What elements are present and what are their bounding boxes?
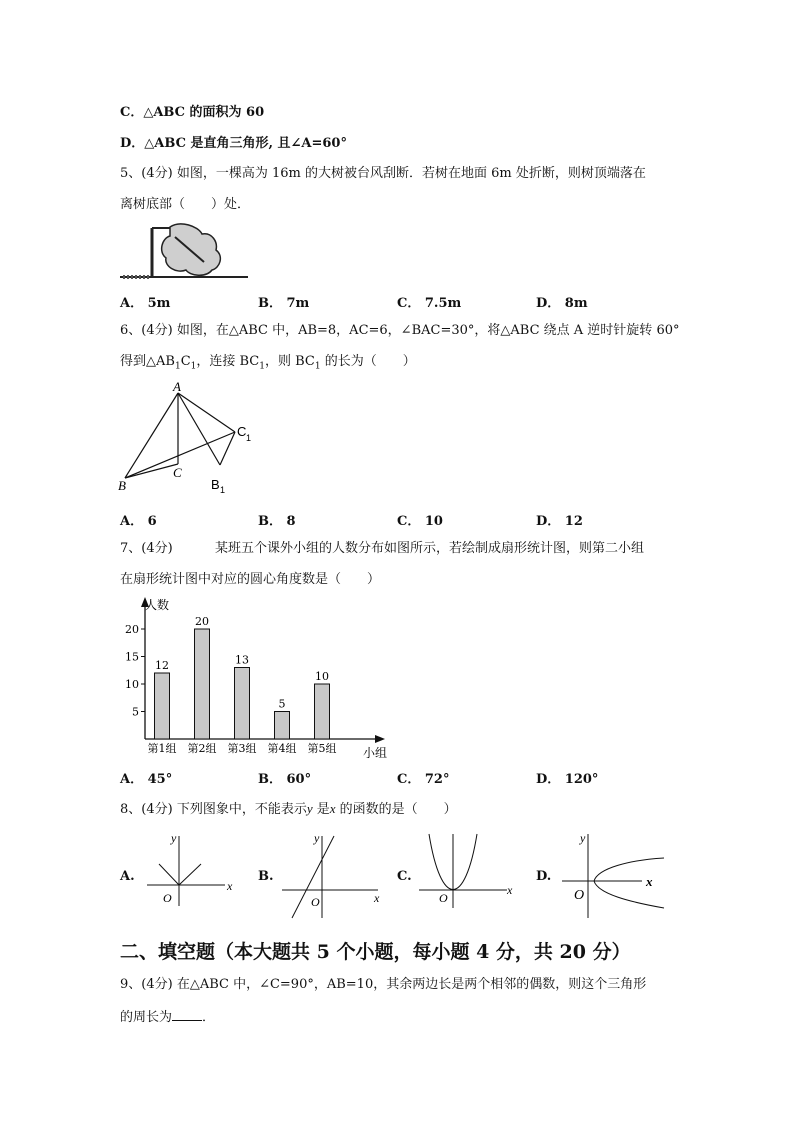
q8-option-a[interactable]: A. [120,869,135,884]
q9-text-line2 [120,1008,215,1026]
chart-axes [141,597,385,743]
q6-label-b1: B [211,477,220,492]
bar [155,673,170,739]
q7-bar-chart [115,595,395,765]
q5-text-line1: 5、(4分) 如图，一棵高为 16m 的大树被台风刮断．若树在地面 6m 处折断，则树顶端落在 [120,166,646,181]
q8-option-d[interactable]: D. [536,869,552,884]
q6-option-a[interactable]: A． 6 [120,514,157,529]
q8-text-line1 [120,801,457,818]
bar-value-label: 10 [315,670,329,683]
q6-option-c[interactable]: C． 10 [397,514,443,529]
bar [315,684,330,739]
q7-option-c[interactable]: C． 72° [397,772,450,787]
q7-option-a[interactable]: A． 45° [120,772,173,787]
q7-text-line1-pre: 7、(4分) [120,541,173,556]
bar-value-label: 12 [155,659,169,672]
q6-rotation-figure [115,380,265,495]
y-tick-label: 5 [132,705,139,719]
q6-sub-2: 1 [190,361,197,372]
q6-label-a: A [173,379,181,394]
x-category-label: 第5组 [307,742,337,755]
q8-c-o: O [439,891,448,905]
bar [235,668,250,740]
q6-text-line1: 6、(4分) 如图，在△ABC 中，AB=8，AC=6，∠BAC=30°，将△ABC 绕点 A 逆时针旋转 60° [120,323,680,338]
q6-option-d[interactable]: D． 12 [536,514,583,529]
bar [195,629,210,739]
q8-var-y: y [306,801,313,816]
q6-label-b: B [118,478,126,493]
q8-text-mid: 是 [312,802,330,817]
x-category-label: 第1组 [147,742,177,755]
q6-line2-connect: ，连接 BC [196,354,260,369]
q5-text-line2: 离树底部（ ）处． [120,197,251,212]
q6-sub-1: 1 [174,361,181,372]
q8-b-x: x [374,891,380,905]
q6-label-c1: C [237,424,247,439]
q8-text-post: 的函数的是（ ） [335,802,457,817]
q8-graph-a [143,830,243,910]
q8-b-o: O [311,895,320,909]
x-category-label: 第3组 [227,742,257,755]
x-category-label: 第4组 [267,742,297,755]
q6-line2-post: 的长为（ ） [320,354,416,369]
bar-value-label: 20 [195,615,209,628]
q8-a-x: x [227,879,233,893]
q5-broken-tree-figure [120,222,250,282]
chart-ylabel: 人数 [145,598,170,612]
q8-graph-d [558,828,668,923]
q8-a-y: y [171,831,177,845]
q8-graph-b [278,830,398,920]
q8-d-x: x [646,874,653,889]
q9-text-line1: 9、(4分) 在△ABC 中，∠C=90°，AB=10，其余两边长是两个相邻的偶数，则这个三角形 [120,977,647,992]
bar [275,712,290,740]
q7-text-line2: 在扇形统计图中对应的圆心角度数是（ ） [120,572,381,587]
q5-option-a[interactable]: A． 5m [120,296,171,311]
q9-text-pre: 的周长为 [120,1010,173,1025]
q6-label-c: C [173,465,182,480]
q6-label-b1-sub: 1 [220,485,226,495]
option-d-prev: D．△ABC 是直角三角形, 且∠A=60° [120,136,347,151]
q8-option-b[interactable]: B. [258,869,274,884]
section-title-fill-in: 二、填空题（本大题共 5 个小题，每小题 4 分，共 20 分） [120,941,631,963]
q8-text-pre: 8、(4分) 下列图象中，不能表示 [120,802,307,817]
q8-var-x: x [329,801,336,816]
q8-b-y: y [314,831,320,845]
q6-option-b[interactable]: B． 8 [258,514,296,529]
q9-text-post: ． [202,1010,216,1025]
y-tick-label: 10 [125,678,139,691]
q8-a-o: O [163,891,172,905]
chart-xlabel: 小组 [363,746,388,760]
q9-answer-blank[interactable] [172,1008,202,1021]
q7-option-d[interactable]: D． 120° [536,772,599,787]
q8-d-o: O [574,888,585,903]
q6-line2-c: C [180,354,191,369]
option-c-prev: C．△ABC 的面积为 60 [120,105,265,120]
q6-sub-4: 1 [314,361,321,372]
x-category-label: 第2组 [187,742,217,755]
bar-value-label: 13 [235,653,249,667]
q8-graph-c [415,830,525,920]
q6-line2-pre: 得到△AB [120,354,175,369]
q8-option-c[interactable]: C. [397,869,412,884]
q6-sub-3: 1 [259,361,265,372]
y-tick-label: 15 [125,650,139,664]
q6-label-c1-sub: 1 [246,433,252,443]
bar-value-label: 5 [278,697,286,711]
q5-option-d[interactable]: D． 8m [536,296,588,311]
q8-c-x: x [507,883,513,897]
q8-d-y: y [580,831,586,845]
q7-text-line1: 某班五个课外小组的人数分布如图所示，若绘制成扇形统计图，则第二小组 [215,541,645,556]
q6-line2-then: ，则 BC [264,354,315,369]
q6-text-line2 [120,354,416,375]
y-tick-label: 20 [125,623,139,636]
q7-option-b[interactable]: B． 60° [258,772,312,787]
q5-option-c[interactable]: C． 7.5m [397,296,462,311]
q5-option-b[interactable]: B． 7m [258,296,310,311]
